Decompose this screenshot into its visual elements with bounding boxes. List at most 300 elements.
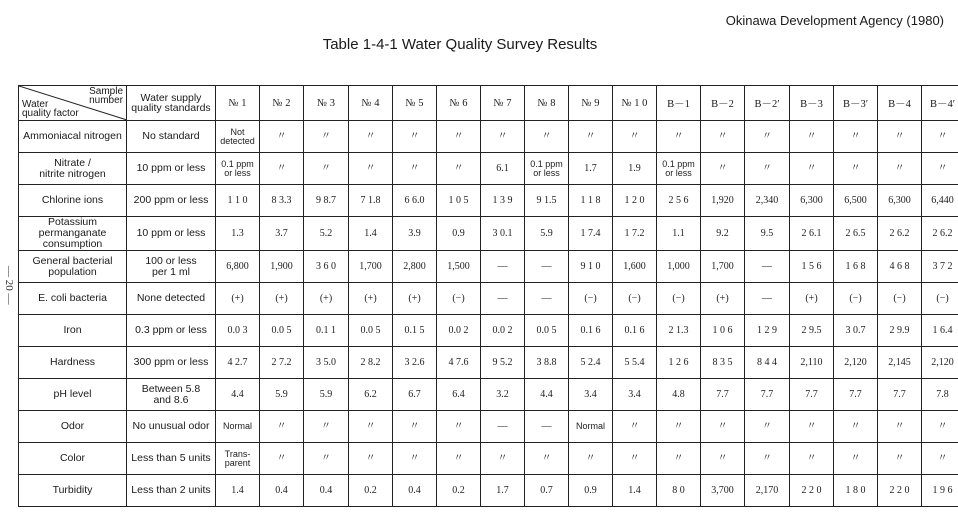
value-line: or less	[533, 167, 560, 178]
factor-cell	[19, 217, 127, 251]
value-cell: 2 6.1	[790, 217, 834, 251]
value-cell: 0.7	[525, 475, 569, 507]
value-cell: 1,900	[260, 251, 304, 283]
value-cell: 4 2.7	[216, 347, 260, 379]
value-cell: 2,120	[922, 347, 958, 379]
standard-line: Between 5.8	[141, 382, 201, 395]
value-cell: 7.7	[745, 379, 790, 411]
value-cell: 1 7.2	[613, 217, 657, 251]
value-cell: 0.0 2	[437, 315, 481, 347]
value-cell: 7.7	[790, 379, 834, 411]
value-cell: 6.1	[481, 153, 525, 185]
value-cell: 〃	[349, 443, 393, 475]
standard-line: and 8.6	[153, 393, 189, 406]
standard-line: No unusual odor	[132, 420, 210, 432]
value-cell: 5.9	[304, 379, 349, 411]
standard-cell	[127, 251, 216, 283]
table-row	[19, 185, 958, 217]
value-cell: 0.1 5	[393, 315, 437, 347]
value-cell: 〃	[437, 411, 481, 443]
value-line: or less	[665, 167, 692, 178]
standards-header-line2: quality standards	[131, 102, 211, 114]
value-cell: 0.0 2	[481, 315, 525, 347]
value-cell: 0.1 6	[613, 315, 657, 347]
value-cell: 4.8	[657, 379, 701, 411]
factor-line: Color	[59, 452, 86, 464]
value-cell: 4.4	[216, 379, 260, 411]
value-cell: 〃	[701, 411, 745, 443]
standard-cell	[127, 411, 216, 443]
standard-cell	[127, 217, 216, 251]
table-row	[19, 283, 958, 315]
value-cell: 〃	[613, 411, 657, 443]
value-cell: 3.4	[569, 379, 613, 411]
value-cell: 8 3 5	[701, 347, 745, 379]
value-cell: 〃	[525, 121, 569, 153]
value-cell: 2,110	[790, 347, 834, 379]
value-cell: 〃	[569, 443, 613, 475]
standard-line: Less than 2 units	[131, 484, 211, 496]
value-cell: 〃	[481, 443, 525, 475]
value-cell: 〃	[525, 443, 569, 475]
value-cell: 〃	[304, 443, 349, 475]
factor-line: Ammoniacal nitrogen	[23, 130, 122, 142]
sample-label-line2: number	[89, 95, 123, 106]
value-cell: 〃	[701, 121, 745, 153]
standard-cell	[127, 379, 216, 411]
value-cell: 0.1 1	[304, 315, 349, 347]
sample-header: № 6	[437, 86, 481, 121]
value-cell: 〃	[349, 411, 393, 443]
value-cell: 0.0 5	[349, 315, 393, 347]
standard-line: None detected	[136, 292, 206, 304]
standard-line: 300 ppm or less	[133, 356, 209, 368]
value-cell: 1 9 6	[922, 475, 958, 507]
standard-line: 100 or less	[145, 254, 197, 267]
value-cell: 〃	[613, 121, 657, 153]
value-cell: 1,000	[657, 251, 701, 283]
value-cell: 2 5 6	[657, 185, 701, 217]
value-cell: 2 9.9	[878, 315, 922, 347]
value-cell: 8 3.3	[260, 185, 304, 217]
value-cell: 〃	[834, 153, 878, 185]
value-cell: 〃	[834, 121, 878, 153]
standard-line: 200 ppm or less	[133, 194, 209, 206]
value-cell: 3 2.6	[393, 347, 437, 379]
value-cell: 0.9	[569, 475, 613, 507]
value-cell: 9 1 0	[569, 251, 613, 283]
value-cell: 3.7	[260, 217, 304, 251]
value-cell: 〃	[260, 153, 304, 185]
factor-cell	[19, 315, 127, 347]
value-cell: 8 0	[657, 475, 701, 507]
value-cell: 7.7	[701, 379, 745, 411]
value-cell: 〃	[790, 153, 834, 185]
value-cell: 3 8.8	[525, 347, 569, 379]
value-cell: 3 7 2	[922, 251, 958, 283]
value-cell: 〃	[922, 411, 958, 443]
value-cell: 0.0 5	[260, 315, 304, 347]
value-cell: 〃	[878, 411, 922, 443]
value-cell: 0.0 5	[525, 315, 569, 347]
value-cell: 〃	[393, 443, 437, 475]
table-title: Table 1-4-1 Water Quality Survey Results	[322, 36, 598, 53]
factor-line: Odor	[60, 420, 85, 432]
value-cell: 2,170	[745, 475, 790, 507]
value-cell: 〃	[701, 443, 745, 475]
value-cell: 〃	[437, 121, 481, 153]
value-cell: 6,300	[878, 185, 922, 217]
value-cell: 0.4	[260, 475, 304, 507]
value-cell: 2 6.2	[878, 217, 922, 251]
value-cell: 4 6 8	[878, 251, 922, 283]
sample-header: № 3	[304, 86, 349, 121]
factor-cell	[19, 475, 127, 507]
value-cell: 2,800	[393, 251, 437, 283]
value-cell: 〃	[349, 153, 393, 185]
value-cell: 6 6.0	[393, 185, 437, 217]
value-cell: Normal	[216, 411, 260, 443]
standard-line: 0.3 ppm or less	[135, 324, 207, 336]
factor-cell	[19, 347, 127, 379]
table-row	[19, 411, 958, 443]
water-quality-table	[18, 85, 958, 507]
value-cell: 6.7	[393, 379, 437, 411]
value-cell	[216, 153, 260, 185]
value-cell: 0.4	[393, 475, 437, 507]
value-cell: 〃	[657, 443, 701, 475]
factor-cell	[19, 443, 127, 475]
value-cell: 0.1 6	[569, 315, 613, 347]
value-cell: 2 8.2	[349, 347, 393, 379]
factor-cell	[19, 121, 127, 153]
value-cell	[216, 443, 260, 475]
factor-cell	[19, 411, 127, 443]
sample-number-label	[89, 87, 123, 105]
sample-header: B－3′	[834, 86, 878, 121]
value-line: or less	[224, 167, 251, 178]
water-quality-factor-label	[22, 100, 79, 118]
factor-cell	[19, 153, 127, 185]
value-cell: 3 6 0	[304, 251, 349, 283]
sample-header: № 5	[393, 86, 437, 121]
standard-line: No standard	[142, 130, 200, 142]
factor-label-line2: quality factor	[22, 108, 79, 119]
value-cell: 9 8.7	[304, 185, 349, 217]
value-cell: (+)	[349, 283, 393, 315]
standard-cell	[127, 185, 216, 217]
value-cell: 7 1.8	[349, 185, 393, 217]
value-cell: 3 5.0	[304, 347, 349, 379]
value-cell: 〃	[260, 411, 304, 443]
value-cell: 1 5 6	[790, 251, 834, 283]
value-cell: 〃	[437, 443, 481, 475]
table-row	[19, 217, 958, 251]
factor-line: Turbidity	[52, 484, 93, 496]
factor-cell	[19, 283, 127, 315]
value-cell: 〃	[745, 153, 790, 185]
standards-header-line1: Water supply	[140, 92, 202, 104]
factor-line: Iron	[63, 324, 82, 336]
value-cell: (−)	[834, 283, 878, 315]
standard-cell	[127, 475, 216, 507]
value-cell: 〃	[834, 411, 878, 443]
sample-header: № 2	[260, 86, 304, 121]
table-row	[19, 153, 958, 185]
value-cell: 1 3 9	[481, 185, 525, 217]
value-cell: 〃	[569, 121, 613, 153]
value-cell: —	[525, 251, 569, 283]
value-cell: 7.7	[834, 379, 878, 411]
value-cell: 1 7.4	[569, 217, 613, 251]
value-cell: 1 0 6	[701, 315, 745, 347]
value-cell: 〃	[304, 153, 349, 185]
factor-line: Hardness	[50, 356, 95, 368]
value-cell: (+)	[790, 283, 834, 315]
value-cell: 2,120	[834, 347, 878, 379]
value-cell: 2 2 0	[878, 475, 922, 507]
value-cell: 〃	[790, 443, 834, 475]
value-cell: 1 8 0	[834, 475, 878, 507]
value-cell: 5 5.4	[613, 347, 657, 379]
value-cell: 5.9	[525, 217, 569, 251]
table-row	[19, 347, 958, 379]
factor-line: permanganate	[38, 227, 107, 239]
value-cell: 1,700	[349, 251, 393, 283]
sample-header: B－4′	[922, 86, 958, 121]
value-cell: 2 1.3	[657, 315, 701, 347]
value-cell: (−)	[922, 283, 958, 315]
value-cell: 〃	[304, 121, 349, 153]
value-cell: 1 1 0	[216, 185, 260, 217]
value-cell: 〃	[481, 121, 525, 153]
page-number: — 20 —	[3, 266, 15, 305]
value-cell: 〃	[790, 121, 834, 153]
standard-cell	[127, 315, 216, 347]
sample-header: № 4	[349, 86, 393, 121]
value-cell: (−)	[437, 283, 481, 315]
factor-line: nitrite nitrogen	[39, 167, 106, 180]
standard-cell	[127, 443, 216, 475]
value-cell: 〃	[260, 121, 304, 153]
factor-cell	[19, 185, 127, 217]
value-cell: 〃	[922, 443, 958, 475]
value-cell: 9.5	[745, 217, 790, 251]
value-cell: 1,500	[437, 251, 481, 283]
sample-label-line1: Sample	[89, 86, 123, 97]
value-cell: 9 1.5	[525, 185, 569, 217]
factor-line: population	[48, 265, 97, 278]
factor-line: E. coli bacteria	[38, 292, 107, 304]
value-cell: 1.3	[216, 217, 260, 251]
value-cell: 1,700	[701, 251, 745, 283]
value-cell: 0.0 3	[216, 315, 260, 347]
value-cell: 8 4 4	[745, 347, 790, 379]
standard-cell	[127, 347, 216, 379]
table-row	[19, 443, 958, 475]
value-cell: 9.2	[701, 217, 745, 251]
value-cell: 1 6 8	[834, 251, 878, 283]
table-row	[19, 315, 958, 347]
sample-header: № 1	[216, 86, 260, 121]
value-cell: (−)	[657, 283, 701, 315]
value-cell: (−)	[878, 283, 922, 315]
value-line: 0.1 ppm	[662, 158, 695, 169]
value-cell: 4 7.6	[437, 347, 481, 379]
value-cell: 0.2	[349, 475, 393, 507]
standard-line: 10 ppm or less	[136, 162, 206, 174]
standard-cell	[127, 283, 216, 315]
table-row	[19, 379, 958, 411]
value-cell: 〃	[613, 443, 657, 475]
value-cell: 5.9	[260, 379, 304, 411]
factor-line: Nitrate /	[54, 156, 91, 169]
value-cell: 4.4	[525, 379, 569, 411]
value-cell: 1.7	[569, 153, 613, 185]
value-cell: 3 0.7	[834, 315, 878, 347]
factor-line: General bacterial	[32, 254, 113, 267]
value-cell: 1 6.4	[922, 315, 958, 347]
value-cell: 1 2 6	[657, 347, 701, 379]
value-cell: 6.4	[437, 379, 481, 411]
factor-cell	[19, 379, 127, 411]
value-cell: 1 0 5	[437, 185, 481, 217]
value-cell: 〃	[834, 443, 878, 475]
value-cell: 2,340	[745, 185, 790, 217]
value-cell: 〃	[349, 121, 393, 153]
value-cell: (−)	[613, 283, 657, 315]
value-cell: 1.4	[613, 475, 657, 507]
value-cell: 〃	[260, 443, 304, 475]
value-cell: 〃	[657, 411, 701, 443]
value-cell: 1.9	[613, 153, 657, 185]
value-cell: 6,440	[922, 185, 958, 217]
factor-line: consumption	[42, 238, 103, 250]
value-cell: 〃	[437, 153, 481, 185]
value-cell: 1.4	[349, 217, 393, 251]
value-cell: 〃	[878, 443, 922, 475]
value-line: parent	[224, 457, 251, 468]
sample-header: B－3	[790, 86, 834, 121]
table-row	[19, 251, 958, 283]
value-cell: —	[481, 251, 525, 283]
value-cell: (+)	[216, 283, 260, 315]
value-cell: (+)	[393, 283, 437, 315]
value-cell: 2 6.5	[834, 217, 878, 251]
value-cell: 1.1	[657, 217, 701, 251]
value-cell: 2 9.5	[790, 315, 834, 347]
standard-line: 10 ppm or less	[136, 227, 206, 239]
sample-header: № 7	[481, 86, 525, 121]
table-row	[19, 475, 958, 507]
value-cell: 〃	[304, 411, 349, 443]
value-line: 0.1 ppm	[221, 158, 254, 169]
value-cell: 〃	[922, 153, 958, 185]
value-cell: 3.2	[481, 379, 525, 411]
value-line: Not	[230, 126, 245, 137]
value-cell: 〃	[745, 411, 790, 443]
value-line: detected	[220, 135, 255, 146]
standard-line: Less than 5 units	[131, 452, 211, 464]
value-cell: 5.2	[304, 217, 349, 251]
corner-header	[19, 86, 127, 121]
value-cell: 〃	[657, 121, 701, 153]
standard-line: per 1 ml	[152, 265, 190, 278]
value-cell: (−)	[569, 283, 613, 315]
value-cell	[216, 121, 260, 153]
value-cell: 2 6.2	[922, 217, 958, 251]
sample-header: B－4	[878, 86, 922, 121]
table-row	[19, 121, 958, 153]
value-cell: 1.4	[216, 475, 260, 507]
sample-header: № 1 0	[613, 86, 657, 121]
value-cell: 7.8	[922, 379, 958, 411]
value-cell: —	[481, 283, 525, 315]
header-row	[19, 86, 958, 121]
value-cell: (+)	[304, 283, 349, 315]
value-cell: 2,145	[878, 347, 922, 379]
value-cell: 3.9	[393, 217, 437, 251]
value-cell: —	[745, 251, 790, 283]
value-cell: —	[745, 283, 790, 315]
value-cell: 7.7	[878, 379, 922, 411]
value-cell: 〃	[922, 121, 958, 153]
factor-line: Chlorine ions	[41, 194, 104, 206]
factor-line: pH level	[53, 388, 92, 400]
value-cell: —	[525, 283, 569, 315]
value-cell: 〃	[878, 121, 922, 153]
value-cell: 1 2 0	[613, 185, 657, 217]
value-cell: 〃	[745, 121, 790, 153]
value-cell: 1 1 8	[569, 185, 613, 217]
value-cell: 5 2.4	[569, 347, 613, 379]
value-cell: 0.2	[437, 475, 481, 507]
factor-label-line1: Water	[22, 99, 49, 110]
value-cell: 〃	[878, 153, 922, 185]
factor-cell	[19, 251, 127, 283]
value-cell: 〃	[701, 153, 745, 185]
value-cell: 6,300	[790, 185, 834, 217]
value-cell: 6.2	[349, 379, 393, 411]
value-cell: Normal	[569, 411, 613, 443]
value-line: Trans-	[224, 448, 251, 459]
factor-line: Potassium	[47, 216, 98, 228]
value-cell	[525, 153, 569, 185]
value-cell: 〃	[790, 411, 834, 443]
value-cell: 1,600	[613, 251, 657, 283]
sample-header: B－2′	[745, 86, 790, 121]
standard-cell	[127, 121, 216, 153]
value-line: 0.1 ppm	[530, 158, 563, 169]
value-cell: —	[481, 411, 525, 443]
value-cell: 0.9	[437, 217, 481, 251]
source-citation: Okinawa Development Agency (1980)	[725, 13, 944, 28]
sample-header: № 8	[525, 86, 569, 121]
value-cell: 2 7.2	[260, 347, 304, 379]
value-cell: 〃	[745, 443, 790, 475]
value-cell: —	[525, 411, 569, 443]
value-cell: (+)	[260, 283, 304, 315]
value-cell: 9 5.2	[481, 347, 525, 379]
value-cell: 3,700	[701, 475, 745, 507]
value-cell: (+)	[701, 283, 745, 315]
value-cell: 1,920	[701, 185, 745, 217]
value-cell: 3 0.1	[481, 217, 525, 251]
standard-cell	[127, 153, 216, 185]
value-cell: 6,800	[216, 251, 260, 283]
value-cell: 6,500	[834, 185, 878, 217]
value-cell: 〃	[393, 411, 437, 443]
